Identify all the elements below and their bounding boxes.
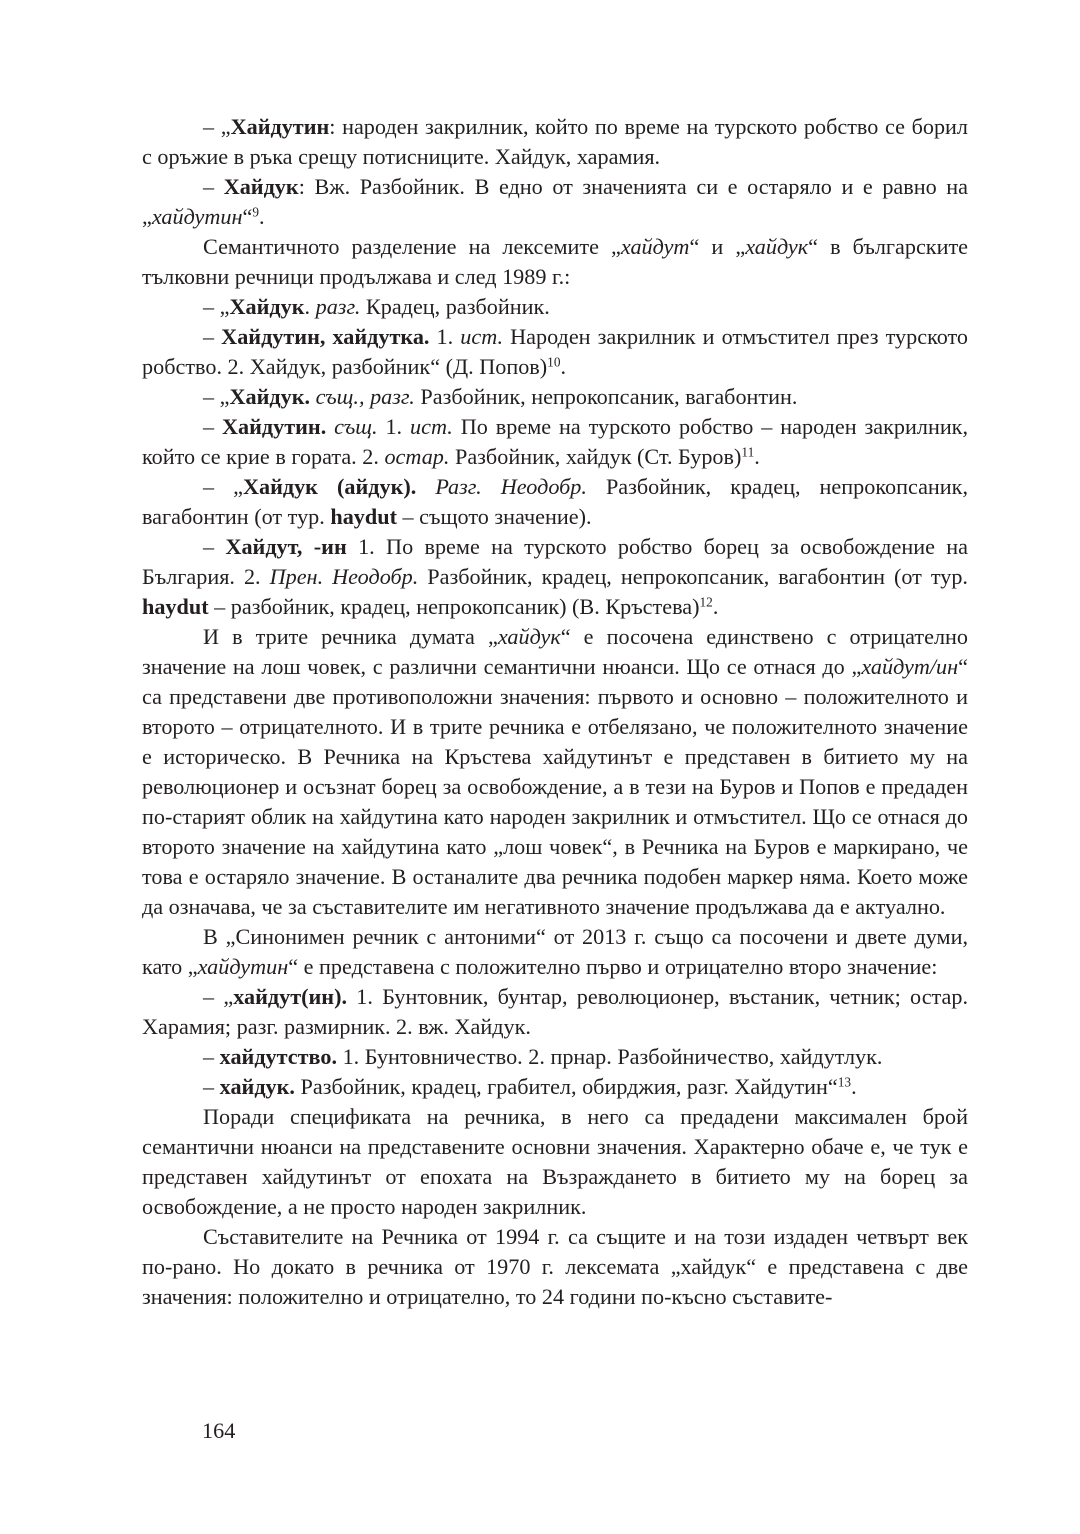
paragraph-p4	[142, 292, 968, 322]
text-run: Разбойник, непрокопсаник, вагабонтин.	[414, 384, 798, 409]
paragraph-p10	[142, 622, 968, 922]
text-run: “ е представена с положително първо и отрицателно второ значение:	[288, 954, 938, 979]
italic-term: същ., разг.	[315, 384, 415, 409]
headword: haydut	[142, 594, 209, 619]
text-run: Разбойник, крадец, непрокопсаник, вагабонтин (от тур.	[418, 564, 968, 589]
text-run: 1.	[377, 414, 411, 439]
italic-term: хайдут	[620, 234, 690, 259]
headword: Хайдут, -ин	[225, 534, 347, 559]
italic-term: Разг. Неодобр.	[435, 474, 587, 499]
text-run: – „	[203, 384, 230, 409]
paragraph-p9	[142, 532, 968, 622]
text-run: .	[851, 1074, 857, 1099]
italic-term: ист.	[460, 324, 504, 349]
text-run: –	[203, 324, 222, 349]
page-number: 164	[202, 1418, 236, 1443]
headword: haydut	[330, 504, 397, 529]
paragraph-p8	[142, 472, 968, 532]
text-run: Съставителите на Речника от 1994 г. са същите и на този издаден четвърт век по-рано. Но докато в речника от 1970 г. лексемата „хайдук“ е представена с две значения: положително и отрицателно, то 24 години по-късно съставите-	[142, 1224, 968, 1309]
italic-term: същ.	[334, 414, 378, 439]
text-run: “ са представени две противоположни значения: първото и основно – положителното и второто – отрицателното. И в трите речника е отбелязано, че положителното значение е историческо. В Речника на Кръстева хайдутинът е представен в битието му на революционер и осъзнат борец за освобождение, а в тези на Буров и Попов е предаден по-старият облик на хайдутина като народен закрилник и отмъстител. Що се отнася до второто значение на хайдутина като „лош човек“, в Речника на Буров е маркирано, че това е остаряло значение. В останалите два речника подобен маркер няма. Което може да означава, че за съставителите им негативното значение продължава да е актуално.	[142, 654, 968, 919]
text-run: – „	[203, 984, 234, 1009]
italic-term: хайдутин	[151, 204, 243, 229]
text-run: 1. По време на турското робство борец за освобождение на България. 2.	[142, 534, 969, 589]
footnote-ref: 9	[252, 204, 260, 220]
italic-term: ист.	[410, 414, 453, 439]
text-run: 1. Бунтовничество. 2. прнар. Разбойничество, хайдутлук.	[337, 1044, 883, 1069]
italic-term: хайдук	[497, 624, 561, 649]
footnote-ref: 11	[741, 444, 755, 460]
text-run: : Вж. Разбойник. В едно от значенията си е остаряло и е равно на „	[142, 174, 969, 229]
text-run: .	[712, 594, 719, 619]
text-run: “	[242, 204, 253, 229]
text-run: .	[754, 444, 760, 469]
headword: хайдутство.	[219, 1044, 338, 1069]
text-run: Крадец, разбойник.	[360, 294, 550, 319]
text-run: Народен закрилник и отмъстител през турското робство. 2. Хайдук, разбойник“ (Д. Попов)	[142, 324, 969, 379]
paragraph-p11	[142, 922, 968, 982]
text-run: “ в българските тълковни речници продължава и след 1989 г.:	[142, 234, 969, 289]
headword: хайдут(ин).	[233, 984, 348, 1009]
headword: Хайдук.	[229, 384, 311, 409]
headword: Хайдутин, хайдутка.	[221, 324, 430, 349]
text-run	[416, 474, 435, 499]
text-run: “ и „	[689, 234, 746, 259]
paragraph-p5	[142, 322, 968, 382]
headword: Хайдук	[223, 174, 299, 199]
text-run: Разбойник, хайдук (Ст. Буров)	[449, 444, 742, 469]
italic-term: хайдук	[745, 234, 809, 259]
paragraph-p13	[142, 1042, 968, 1072]
text-run: – „	[203, 114, 231, 139]
paragraph-p3	[142, 232, 968, 292]
text-run: По време на турското робство – народен закрилник, който се крие в гората. 2.	[142, 414, 969, 469]
text-run: Поради спецификата на речника, в него са предадени максимален брой семантични нюанси на представените основни значения. Характерно обаче е, че тук е представен хайдутинът от епохата на Възраждането в битието му на борец за освобождение, а не просто народен закрилник.	[142, 1104, 968, 1219]
text-run: Разбойник, крадец, непрокопсаник, вагабонтин (от тур.	[142, 474, 968, 529]
footnote-ref: 13	[837, 1074, 852, 1090]
text-run: В „Синонимен речник с антоними“ от 2013 г. също са посочени и двете думи, като „	[142, 924, 968, 979]
italic-term: разг.	[315, 294, 361, 319]
body-text	[142, 112, 968, 1312]
headword: Хайдук	[229, 294, 305, 319]
text-run: И в трите речника думата „	[203, 624, 498, 649]
italic-term: хайдутин	[197, 954, 289, 979]
text-run: –	[203, 534, 226, 559]
text-run: Разбойник, крадец, грабител, обирджия, разг. Хайдутин“	[294, 1074, 838, 1099]
headword: хайдук.	[219, 1074, 295, 1099]
footnote-ref: 10	[547, 354, 561, 370]
text-run: .	[304, 294, 316, 319]
paragraph-p15	[142, 1102, 968, 1222]
headword: Хайдутин.	[222, 414, 327, 439]
paragraph-p1	[142, 112, 968, 172]
text-run: – „	[203, 294, 230, 319]
italic-term: хайдут/ин	[861, 654, 959, 679]
headword: Хайдук (айдук).	[242, 474, 417, 499]
text-run: : народен закрилник, който по време на турското робство се борил с оръжие в ръка срещу потисниците. Хайдук, харамия.	[142, 114, 968, 169]
paragraph-p2	[142, 172, 968, 232]
text-run: –	[203, 174, 224, 199]
text-run: – същото значение).	[396, 504, 592, 529]
italic-term: Прен. Неодобр.	[269, 564, 419, 589]
paragraph-p14	[142, 1072, 968, 1102]
headword: Хайдутин	[230, 114, 330, 139]
text-run	[326, 414, 334, 439]
text-run: –	[203, 1074, 220, 1099]
text-run: 1. Бунтовник, бунтар, революционер, въстаник, четник; остар. Харамия; разг. размирник. 2. вж. Хайдук.	[142, 984, 968, 1039]
text-run: .	[560, 354, 567, 379]
text-run: –	[203, 414, 223, 439]
text-run: – разбойник, крадец, непрокопсаник) (В. Кръстева)	[208, 594, 700, 619]
footnote-ref: 12	[699, 594, 713, 610]
paragraph-p12	[142, 982, 968, 1042]
text-run: –	[203, 1044, 220, 1069]
text-run: Семантичното разделение на лексемите „	[203, 234, 621, 259]
text-run: .	[259, 204, 265, 229]
text-run: – „	[203, 474, 243, 499]
paragraph-p6	[142, 382, 968, 412]
text-run: “ е посочена единствено с отрицателно значение на лош човек, с различни семантични нюанси. Що се отнася до „	[142, 624, 968, 679]
paragraph-p7	[142, 412, 968, 472]
paragraph-p16	[142, 1222, 968, 1312]
italic-term: остар.	[384, 444, 450, 469]
text-run: 1.	[429, 324, 461, 349]
